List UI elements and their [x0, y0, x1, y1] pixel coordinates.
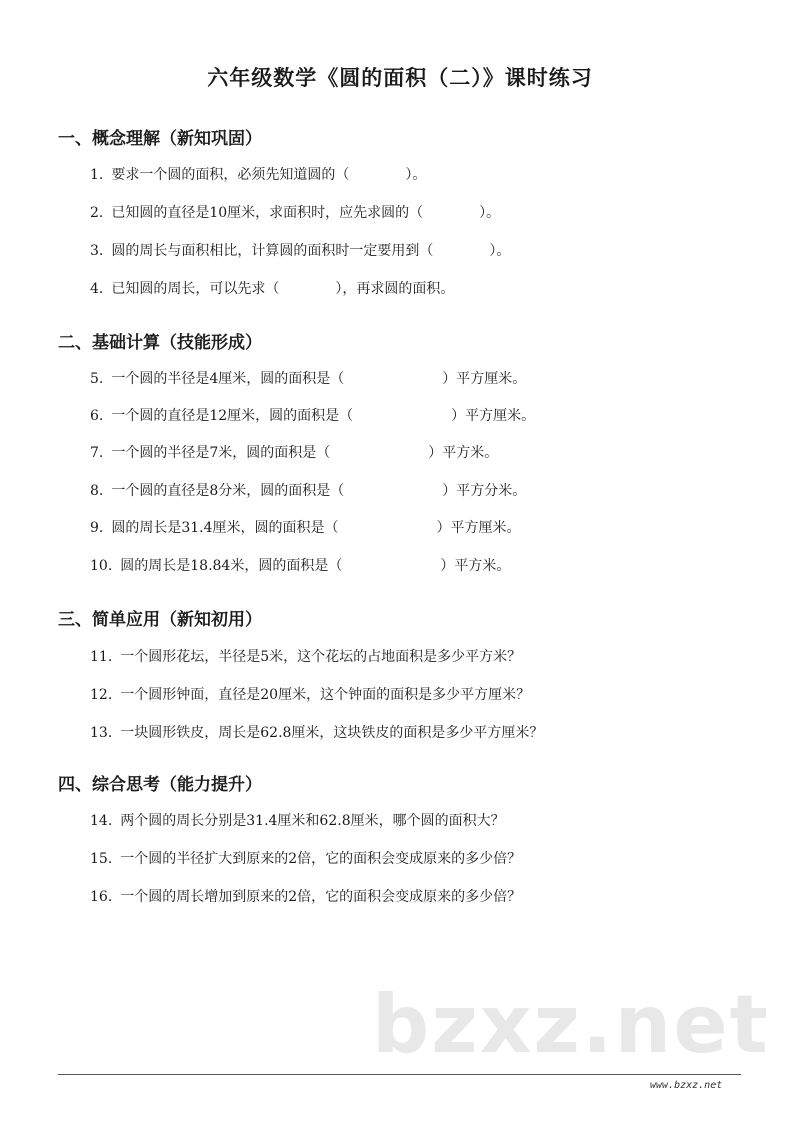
- section-heading-2: 二、基础计算（技能形成）: [58, 333, 262, 353]
- question-number: 3.: [90, 243, 104, 259]
- question-text: 一块圆形铁皮，周长是62.8厘米，这块铁皮的面积是多少平方厘米？: [120, 725, 544, 741]
- question-14: [90, 810, 505, 830]
- question-11: [90, 646, 521, 666]
- question-15: [90, 848, 521, 868]
- question-text: 圆的周长与面积相比，计算圆的面积时一定要用到（ ）。: [111, 243, 511, 259]
- section-heading-3: 三、简单应用（新知初用）: [58, 610, 262, 630]
- question-number: 11.: [90, 649, 113, 665]
- section-heading-1: 一、概念理解（新知巩固）: [58, 129, 262, 149]
- question-text: 要求一个圆的面积，必须先知道圆的（ ）。: [111, 167, 427, 183]
- footer-url: www.bzxz.net: [650, 1080, 723, 1091]
- question-number: 14.: [90, 813, 113, 829]
- question-number: 5.: [90, 371, 104, 387]
- question-9: [90, 517, 521, 537]
- question-number: 12.: [90, 687, 113, 703]
- question-text: 已知圆的直径是10厘米，求面积时，应先求圆的（ ）。: [111, 205, 501, 221]
- question-6: [90, 405, 535, 425]
- question-7: [90, 442, 498, 462]
- question-text: 一个圆的直径是8分米，圆的面积是（ ）平方分米。: [111, 483, 527, 499]
- question-text: 已知圆的周长，可以先求（ ），再求圆的面积。: [111, 281, 455, 297]
- question-16: [90, 886, 521, 906]
- question-text: 一个圆的周长增加到原来的2倍，它的面积会变成原来的多少倍？: [120, 889, 522, 905]
- question-1: [90, 164, 426, 184]
- question-text: 两个圆的周长分别是31.4厘米和62.8厘米，哪个圆的面积大？: [120, 813, 505, 829]
- question-number: 15.: [90, 851, 113, 867]
- question-text: 一个圆的半径是7米，圆的面积是（ ）平方米。: [111, 445, 499, 461]
- question-text: 圆的周长是31.4厘米，圆的面积是（ ）平方厘米。: [111, 520, 521, 536]
- question-text: 一个圆形钟面，直径是20厘米，这个钟面的面积是多少平方厘米？: [120, 687, 531, 703]
- question-text: 圆的周长是18.84米，圆的面积是（ ）平方米。: [120, 558, 511, 574]
- question-text: 一个圆的半径扩大到原来的2倍，它的面积会变成原来的多少倍？: [120, 851, 522, 867]
- question-number: 6.: [90, 408, 104, 424]
- watermark: bzxz.net: [372, 978, 770, 1071]
- page-title: 六年级数学《圆的面积（二）》课时练习: [207, 65, 593, 90]
- question-2: [90, 202, 500, 222]
- question-5: [90, 368, 526, 388]
- question-number: 4.: [90, 281, 104, 297]
- question-number: 1.: [90, 167, 104, 183]
- question-number: 16.: [90, 889, 113, 905]
- footer-divider: [58, 1074, 741, 1075]
- question-text: 一个圆形花坛，半径是5米，这个花坛的占地面积是多少平方米？: [120, 649, 522, 665]
- question-3: [90, 240, 510, 260]
- question-number: 9.: [90, 520, 104, 536]
- question-text: 一个圆的半径是4厘米，圆的面积是（ ）平方厘米。: [111, 371, 527, 387]
- question-number: 13.: [90, 725, 113, 741]
- question-number: 10.: [90, 558, 113, 574]
- question-12: [90, 684, 530, 704]
- section-heading-4: 四、综合思考（能力提升）: [58, 775, 262, 795]
- question-number: 7.: [90, 445, 104, 461]
- question-4: [90, 278, 454, 298]
- question-13: [90, 722, 543, 742]
- question-10: [90, 555, 510, 575]
- question-number: 8.: [90, 483, 104, 499]
- question-text: 一个圆的直径是12厘米，圆的面积是（ ）平方厘米。: [111, 408, 536, 424]
- question-8: [90, 480, 526, 500]
- question-number: 2.: [90, 205, 104, 221]
